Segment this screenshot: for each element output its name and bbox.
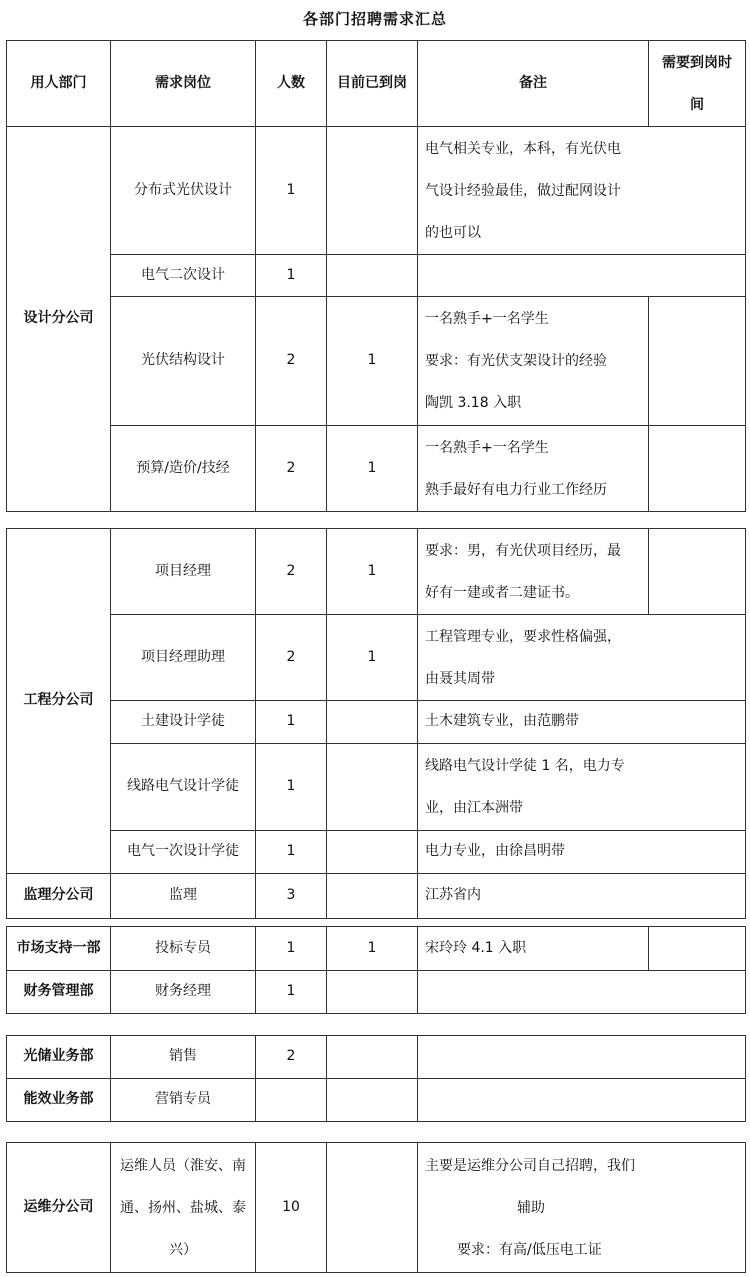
notes-line: 工程管理专业，要求性格偏强， [425, 628, 621, 645]
table-engineering [6, 528, 746, 919]
arrived-cell [327, 127, 418, 255]
table-header-row [7, 41, 746, 127]
header-deadline-line: 间 [690, 96, 704, 113]
table-row [7, 927, 746, 971]
header-arrived: 目前已到岗 [327, 41, 418, 127]
notes-line: 辅助 [517, 1199, 545, 1216]
notes-line: 电力专业，由徐昌明带 [425, 843, 565, 860]
header-count: 人数 [256, 41, 327, 127]
count-cell: 1 [256, 971, 327, 1014]
count-cell: 1 [256, 701, 327, 744]
notes-line: 一名熟手+一名学生 [425, 311, 549, 327]
position-line: 通、扬州、盐城、泰 [120, 1199, 246, 1216]
table-design [6, 40, 746, 512]
notes-cell [418, 831, 746, 874]
notes-cell [418, 529, 649, 615]
count-cell: 10 [256, 1143, 327, 1273]
position-cell [111, 1143, 256, 1273]
notes-cell [418, 744, 746, 831]
arrived-cell [327, 831, 418, 874]
position-cell: 土建设计学徒 [111, 701, 256, 744]
table-om [6, 1142, 746, 1273]
position-cell: 电气二次设计 [111, 255, 256, 297]
table-row [7, 127, 746, 255]
notes-line: 熟手最好有电力行业工作经历 [425, 481, 607, 498]
table-row [7, 297, 746, 426]
arrived-cell [327, 971, 418, 1014]
notes-line: 一名熟手+一名学生 [425, 439, 549, 456]
count-cell: 1 [256, 744, 327, 831]
dept-cell: 运维分公司 [7, 1143, 111, 1273]
arrived-cell: 1 [327, 426, 418, 512]
notes-line: 业，由江本洲带 [425, 800, 523, 816]
notes-cell [418, 127, 746, 255]
deadline-cell [649, 426, 746, 512]
notes-line: 电气相关专业，本科，有光伏电 [425, 140, 621, 157]
dept-cell: 设计分公司 [7, 127, 111, 512]
deadline-cell [649, 927, 746, 971]
arrived-cell [327, 1079, 418, 1122]
table-row [7, 255, 746, 297]
dept-cell: 工程分公司 [7, 529, 111, 874]
position-cell: 项目经理 [111, 529, 256, 615]
position-cell: 线路电气设计学徒 [111, 744, 256, 831]
position-cell: 财务经理 [111, 971, 256, 1014]
table-row [7, 831, 746, 874]
notes-cell [418, 1036, 746, 1079]
count-cell: 1 [256, 255, 327, 297]
arrived-cell: 1 [327, 297, 418, 426]
arrived-cell [327, 874, 418, 919]
notes-line: 气设计经验最佳，做过配网设计 [425, 182, 621, 199]
notes-cell [418, 297, 649, 426]
table-row [7, 615, 746, 701]
arrived-cell [327, 1143, 418, 1273]
notes-line: 好有一建或者二建证书。 [425, 584, 579, 601]
dept-cell: 市场支持一部 [7, 927, 111, 971]
header-position: 需求岗位 [111, 41, 256, 127]
count-cell [256, 1079, 327, 1122]
deadline-cell [649, 529, 746, 615]
header-deadline [649, 41, 746, 127]
notes-line: 土木建筑专业，由范鹏带 [425, 713, 579, 730]
position-cell: 分布式光伏设计 [111, 127, 256, 255]
dept-cell: 监理分公司 [7, 874, 111, 919]
count-cell: 3 [256, 874, 327, 919]
arrived-cell [327, 744, 418, 831]
notes-cell [418, 701, 746, 744]
position-cell: 电气一次设计学徒 [111, 831, 256, 874]
count-cell: 2 [256, 426, 327, 512]
notes-line: 由聂其周带 [425, 670, 495, 687]
notes-cell: 江苏省内 [418, 874, 746, 919]
position-cell: 监理 [111, 874, 256, 919]
table-row [7, 529, 746, 615]
notes-cell [418, 1143, 746, 1273]
table-row [7, 1036, 746, 1079]
header-notes: 备注 [418, 41, 649, 127]
table-business [6, 1035, 746, 1122]
arrived-cell [327, 1036, 418, 1079]
dept-cell: 财务管理部 [7, 971, 111, 1014]
arrived-cell: 1 [327, 529, 418, 615]
notes-line: 要求：有高/低压电工证 [457, 1241, 602, 1258]
position-cell: 光伏结构设计 [111, 297, 256, 426]
count-cell: 1 [256, 127, 327, 255]
table-row [7, 1079, 746, 1122]
position-cell: 销售 [111, 1036, 256, 1079]
arrived-cell [327, 255, 418, 297]
position-cell: 预算/造价/技经 [111, 426, 256, 512]
notes-line: 主要是运维分公司自己招聘，我们 [425, 1157, 635, 1174]
header-deadline-line: 需要到岗时 [662, 54, 732, 71]
count-cell: 1 [256, 927, 327, 971]
table-market [6, 926, 746, 1014]
dept-cell: 能效业务部 [7, 1079, 111, 1122]
deadline-cell [649, 297, 746, 426]
table-row [7, 874, 746, 919]
table-row [7, 1143, 746, 1273]
notes-line: 线路电气设计学徒 1 名，电力专 [425, 758, 625, 774]
arrived-cell: 1 [327, 615, 418, 701]
notes-line: 要求：男，有光伏项目经历，最 [425, 542, 621, 559]
arrived-cell [327, 701, 418, 744]
dept-cell: 光储业务部 [7, 1036, 111, 1079]
position-cell: 项目经理助理 [111, 615, 256, 701]
count-cell: 2 [256, 297, 327, 426]
table-row [7, 971, 746, 1014]
table-row [7, 426, 746, 512]
table-row [7, 744, 746, 831]
position-line: 运维人员（淮安、南 [120, 1157, 246, 1174]
notes-cell [418, 615, 746, 701]
notes-line: 陶凯 3.18 入职 [425, 395, 522, 411]
count-cell: 2 [256, 529, 327, 615]
notes-line: 要求：有光伏支架设计的经验 [425, 353, 607, 369]
notes-cell [418, 255, 746, 297]
notes-line: 的也可以 [425, 224, 481, 241]
header-dept: 用人部门 [7, 41, 111, 127]
arrived-cell: 1 [327, 927, 418, 971]
notes-cell [418, 426, 649, 512]
position-cell: 投标专员 [111, 927, 256, 971]
notes-cell [418, 971, 746, 1014]
table-row [7, 701, 746, 744]
page-title: 各部门招聘需求汇总 [302, 10, 447, 28]
notes-cell [418, 1079, 746, 1122]
position-cell: 营销专员 [111, 1079, 256, 1122]
count-cell: 1 [256, 831, 327, 874]
position-line: 兴） [169, 1241, 197, 1258]
count-cell: 2 [256, 615, 327, 701]
notes-cell: 宋玲玲 4.1 入职 [418, 927, 649, 971]
count-cell: 2 [256, 1036, 327, 1079]
